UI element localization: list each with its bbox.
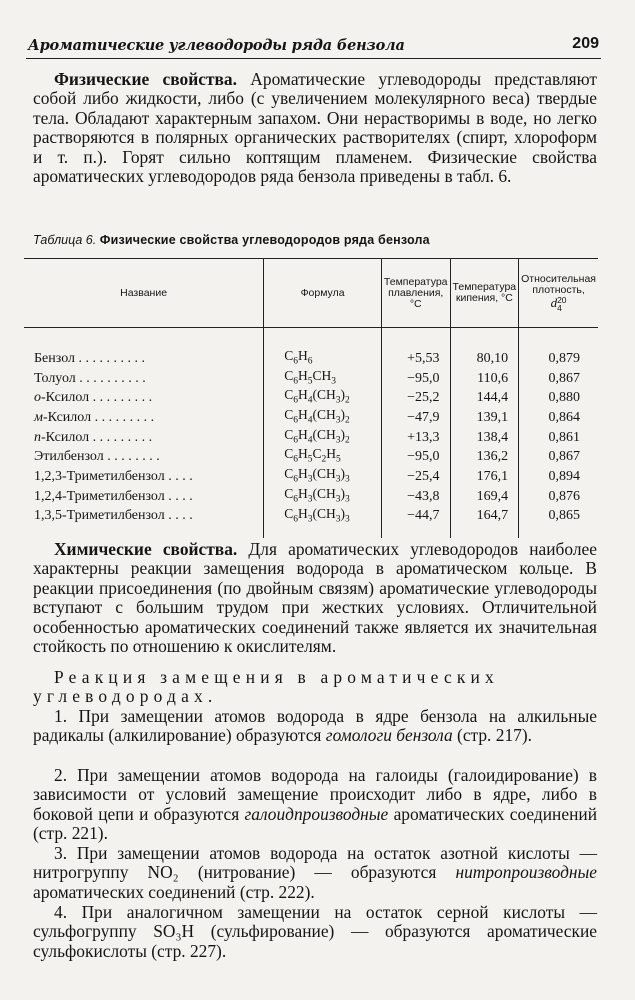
density-symbol: d: [550, 294, 558, 310]
dot-leader: . . . . . . . .: [103, 449, 160, 465]
chemical-properties-paragraph: [33, 540, 597, 656]
dot-leader: . . . . . . . . . .: [75, 350, 145, 366]
cell-boiling: 144,4: [450, 388, 519, 408]
chemical-properties-text: Для ароматических углеводородов наиболее характерны реакции замещения водорода в ароматическом кольце. В реакции присоединения (по двойным связям) ароматические углеводороды вступают с большим трудом при жестких условиях. Отличительной особенностью ароматических соединений также является их значительная стойкость по отношению к окислителям.: [33, 539, 597, 657]
page-number: 209: [572, 35, 599, 52]
dot-leader: . . . . . . . . .: [89, 390, 153, 406]
table-row: [24, 467, 598, 487]
cell-density: 0,861: [519, 428, 598, 448]
cell-melting: −95,0: [381, 447, 450, 467]
cell-boiling: 169,4: [450, 487, 519, 507]
dot-leader: . . . .: [164, 468, 193, 484]
table-row: [24, 328, 598, 369]
cell-melting: −25,2: [381, 388, 450, 408]
header-density: [519, 259, 598, 328]
table-row: [24, 388, 598, 408]
chemical-properties-lead: Химические свойства.: [54, 539, 238, 559]
cell-formula: $C_6H_3(CH_3)_3$: [264, 507, 382, 539]
cell-formula: $C_6H_4(CH_3)_2$: [264, 428, 382, 448]
dot-leader: . . . .: [164, 508, 193, 524]
cell-name: [24, 447, 264, 467]
compound-name: 1,2,4-Триметилбензол: [34, 488, 165, 504]
cell-density: 0,880: [519, 388, 598, 408]
cell-density: 0,879: [519, 328, 598, 369]
header-name: Название: [24, 259, 264, 328]
cell-boiling: 80,10: [450, 328, 519, 369]
compound-name: 1,2,3-Триметилбензол: [34, 468, 165, 484]
table-row: [24, 447, 598, 467]
cell-formula: $C_6H_3(CH_3)_3$: [264, 487, 382, 507]
cell-melting: −95,0: [381, 369, 450, 389]
cell-formula: $C_6H_4(CH_3)_2$: [264, 408, 382, 428]
cell-name: [24, 408, 264, 428]
physical-properties-paragraph: [33, 70, 597, 186]
cell-name: [24, 428, 264, 448]
cell-melting: +13,3: [381, 428, 450, 448]
table-row: [24, 507, 598, 539]
dot-leader: . . . . . . . . .: [89, 429, 153, 445]
cell-formula: $C_6H_6$: [264, 328, 382, 369]
cell-melting: −47,9: [381, 408, 450, 428]
cell-formula: $C_6H_4(CH_3)_2$: [264, 388, 382, 408]
dot-leader: . . . . . . . . . .: [75, 370, 146, 386]
table-caption-label: Таблица 6.: [33, 233, 97, 247]
cell-boiling: 136,2: [450, 447, 519, 467]
physical-properties-text: Ароматические углеводороды представляют собой либо жидкости, либо (с увеличением молекулярного веса) твердые тела. Обладают характерным запахом. Они нерастворимы в воде, но легко растворяются в полярных органических растворителях (спирт, хлороформ и т. п.). Горят сильно коптящим пламенем. Физические свойства ароматических углеводородов ряда бензола приведены в табл. 6.: [33, 69, 597, 187]
compound-name: п-Ксилол: [34, 429, 90, 445]
cell-density: 0,867: [519, 369, 598, 389]
compound-name: м-Ксилол: [34, 409, 92, 425]
cell-name: [24, 369, 264, 389]
physical-properties-lead: Физические свойства.: [54, 69, 237, 89]
running-title: Ароматические углеводороды ряда бензола: [28, 37, 405, 54]
dot-leader: . . . . . . . . .: [91, 409, 155, 425]
substitution-item: 1. При замещении атомов водорода в ядре бензола на алкильные радикалы (алкилирование) образуются гомологи бензола (стр. 217).: [33, 706, 597, 746]
header-formula: Формула: [264, 259, 382, 328]
cell-density: 0,864: [519, 408, 598, 428]
running-head: [26, 34, 601, 59]
cell-boiling: 176,1: [450, 467, 519, 487]
density-sup: 20: [557, 295, 567, 305]
substitution-item: 4. При аналогичном замещении на остаток серной кислоты — сульфогруппу SO₃H (сульфирование) — образуются ароматические сульфокислоты (стр. 227).: [33, 902, 597, 961]
substitution-heading: Реакция замещения в ароматических углеводородах.: [33, 667, 499, 707]
dot-leader: . . . .: [164, 488, 193, 504]
table-row: [24, 369, 598, 389]
cell-density: 0,876: [519, 487, 598, 507]
cell-melting: +5,53: [381, 328, 450, 369]
cell-density: 0,894: [519, 467, 598, 487]
table-row: [24, 408, 598, 428]
table-body: [24, 328, 598, 539]
cell-name: [24, 507, 264, 539]
cell-formula: $C_6H_5C_2H_5$: [264, 447, 382, 467]
table-caption-title: Физические свойства углеводородов ряда бензола: [99, 233, 430, 247]
cell-density: 0,867: [519, 447, 598, 467]
header-melting: Температура плавления, °С: [381, 259, 450, 328]
compound-name: Толуол: [34, 370, 76, 386]
italic-term: галоидпроизводные: [244, 803, 389, 824]
cell-formula: $C_6H_3(CH_3)_3$: [264, 467, 382, 487]
cell-boiling: 164,7: [450, 507, 519, 539]
header-density-label: Относительная плотность,: [521, 273, 596, 296]
italic-term: гомологи бензола: [325, 725, 453, 746]
density-sub: 4: [557, 303, 562, 313]
compound-name: Бензол: [34, 350, 75, 366]
cell-name: [24, 328, 264, 369]
cell-melting: −44,7: [381, 507, 450, 539]
table-caption: [33, 232, 597, 248]
cell-density: 0,865: [519, 507, 598, 539]
cell-boiling: 139,1: [450, 408, 519, 428]
header-boiling: Температура кипения, °С: [450, 259, 519, 328]
cell-name: [24, 388, 264, 408]
cell-name: [24, 487, 264, 507]
cell-formula: $C_6H_5CH_3$: [264, 369, 382, 389]
cell-boiling: 110,6: [450, 369, 519, 389]
table-header-row: [24, 259, 598, 328]
substitution-item: 2. При замещении атомов водорода на галоиды (галоидирование) в зависимости от условий замещение происходит либо в ядре, либо в боковой цепи и образуются галоидпроизводные ароматических соединений (стр. 221).: [33, 765, 597, 844]
cell-melting: −25,4: [381, 467, 450, 487]
physical-properties-table: [24, 258, 598, 538]
compound-name: о-Ксилол: [34, 390, 90, 406]
cell-name: [24, 467, 264, 487]
cell-boiling: 138,4: [450, 428, 519, 448]
table-row: [24, 487, 598, 507]
table-row: [24, 428, 598, 448]
compound-name: Этилбензол: [34, 449, 104, 465]
cell-melting: −43,8: [381, 487, 450, 507]
compound-name: 1,3,5-Триметилбензол: [34, 508, 165, 524]
italic-term: нитропроизводные: [455, 862, 597, 883]
substitution-item: 3. При замещении атомов водорода на остаток азотной кислоты — нитрогруппу NO₂ (нитрование) — образуются нитропроизводные ароматических соединений (стр. 222).: [33, 843, 597, 902]
